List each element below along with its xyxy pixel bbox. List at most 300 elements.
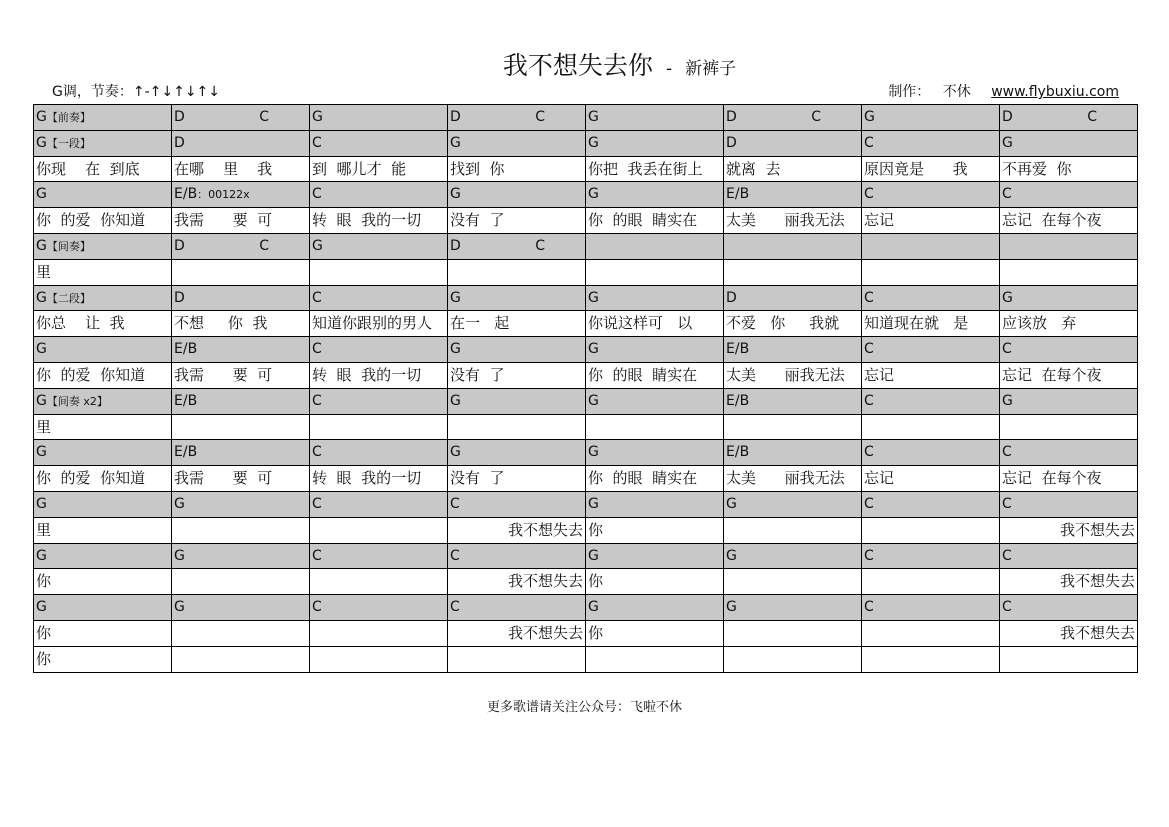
lyric-cell: 我不想失去: [448, 621, 586, 647]
chord-cell: [586, 544, 724, 570]
chord-symbol: C: [312, 186, 322, 203]
chord-symbol: G: [36, 495, 47, 512]
lyric-cell: 在哪 里 我: [172, 157, 310, 183]
chord-symbol: G: [588, 444, 599, 461]
lyric-cell: 没有 了: [448, 466, 586, 492]
lyric-cell: [862, 621, 1000, 647]
chord-cell: [34, 131, 172, 157]
lyric-row: [34, 157, 1138, 183]
credits: [888, 81, 1119, 101]
lyric-cell: 转 眼 我的一切: [310, 363, 448, 389]
chord-cell: [34, 595, 172, 621]
chord-symbol: C: [864, 599, 874, 616]
chord-cell: [724, 440, 862, 466]
lyric-cell: [310, 647, 448, 673]
chord-symbol: D: [1002, 109, 1013, 125]
chord-symbol: E/B: [726, 444, 750, 461]
lyric-cell: [862, 569, 1000, 595]
chord-symbol: G: [36, 134, 47, 151]
chord-symbol: E/B: [726, 341, 750, 358]
lyric-cell: 忘记 在每个夜: [1000, 363, 1138, 389]
chord-symbol: C: [312, 392, 322, 409]
lyric-row: [34, 621, 1138, 647]
lyric-cell: 你 的眼 睛实在: [586, 466, 724, 492]
lyric-cell: [862, 415, 1000, 441]
chord-symbol: C: [259, 237, 269, 254]
chord-cell: [448, 389, 586, 415]
chord-cell: [1000, 595, 1138, 621]
lyric-cell: 里: [34, 415, 172, 441]
chord-cell: [862, 105, 1000, 131]
lyric-cell: 里: [34, 260, 172, 286]
chord-cell: [862, 182, 1000, 208]
lyric-cell: 忘记 在每个夜: [1000, 466, 1138, 492]
lyric-cell: 你总 让 我: [34, 311, 172, 337]
lyric-cell: 你: [34, 621, 172, 647]
chord-symbol: G: [864, 109, 875, 125]
chord-symbol: C: [535, 237, 545, 254]
chord-row: [34, 337, 1138, 363]
chord-cell: [448, 337, 586, 363]
chord-symbol: C: [450, 599, 460, 616]
lyric-cell: [586, 647, 724, 673]
chord-symbol: G: [1002, 134, 1013, 151]
lyric-cell: [310, 569, 448, 595]
lyric-cell: 转 眼 我的一切: [310, 466, 448, 492]
chord-cell: [586, 105, 724, 131]
chord-cell: [1000, 337, 1138, 363]
credit-name: 不休: [942, 84, 971, 100]
chord-row: [34, 492, 1138, 518]
chord-symbol: C: [864, 495, 874, 512]
chord-cell: [724, 105, 862, 131]
lyric-cell: [310, 518, 448, 544]
lyric-cell: 里: [34, 518, 172, 544]
lyric-cell: 我需 要 可: [172, 208, 310, 234]
chord-cell: [34, 389, 172, 415]
chord-symbol: G: [36, 237, 47, 254]
chord-symbol: G: [1002, 392, 1013, 409]
chord-symbol: G: [588, 109, 599, 125]
chord-cell: [1000, 544, 1138, 570]
chord-symbol: C: [450, 547, 460, 564]
chord-symbol: C: [312, 134, 322, 151]
chord-cell: [34, 105, 172, 131]
lyric-cell: 不再爱 你: [1000, 157, 1138, 183]
lyric-cell: 忘记: [862, 363, 1000, 389]
lyric-cell: 你现 在 到底: [34, 157, 172, 183]
chord-row: [34, 389, 1138, 415]
chord-cell: [172, 182, 310, 208]
song-title: 我不想失去你: [502, 51, 653, 80]
key-and-rhythm: G调，节奏：↑-↑↓↑↓↑↓: [52, 84, 221, 100]
chord-symbol: C: [450, 495, 460, 512]
chord-cell: [586, 337, 724, 363]
song-title-line: [0, 46, 1169, 82]
chord-symbol: D: [174, 109, 185, 125]
lyric-cell: 到 哪儿才 能: [310, 157, 448, 183]
chord-cell: [724, 286, 862, 312]
chord-symbol: G: [36, 109, 47, 125]
lyric-cell: 转 眼 我的一切: [310, 208, 448, 234]
chord-row: [34, 131, 1138, 157]
lyric-cell: [448, 647, 586, 673]
chord-symbol: C: [312, 547, 322, 564]
chord-cell: [34, 337, 172, 363]
lyric-cell: 我需 要 可: [172, 466, 310, 492]
lyric-cell: [862, 647, 1000, 673]
chord-cell: [172, 131, 310, 157]
chord-cell: [448, 105, 586, 131]
lyric-cell: [724, 621, 862, 647]
chord-symbol: G: [450, 341, 461, 358]
lyric-cell: [724, 569, 862, 595]
chord-symbol: C: [1002, 599, 1012, 616]
chord-cell: [172, 286, 310, 312]
section-tag: 【二段】: [46, 291, 91, 305]
chord-symbol: E/B: [726, 186, 750, 203]
chord-cell: [34, 234, 172, 260]
chord-cell: [448, 440, 586, 466]
chord-symbol: C: [535, 109, 545, 125]
chord-symbol: D: [174, 237, 185, 254]
chord-cell: [448, 182, 586, 208]
chord-cell: [1000, 492, 1138, 518]
chord-symbol: G: [588, 599, 599, 616]
lyric-cell: 你: [586, 569, 724, 595]
chord-symbol: C: [1002, 495, 1012, 512]
chord-symbol: G: [726, 495, 737, 512]
lyric-cell: 知道现在就 是: [862, 311, 1000, 337]
chord-symbol: G: [36, 547, 47, 564]
chord-symbol: C: [811, 109, 821, 125]
section-tag: 【间奏】: [46, 239, 91, 253]
chord-cell: [172, 544, 310, 570]
chord-symbol: G: [450, 444, 461, 461]
chord-cell: [310, 389, 448, 415]
chord-cell: [34, 440, 172, 466]
chord-symbol: G: [36, 341, 47, 358]
chord-symbol: C: [864, 289, 874, 306]
chord-symbol: G: [450, 186, 461, 203]
chord-cell: [862, 234, 1000, 260]
lyric-cell: 我不想失去: [448, 518, 586, 544]
chord-cell: [310, 440, 448, 466]
footer-note: 更多歌谱请关注公众号：飞啦不休: [486, 700, 682, 715]
chord-symbol: C: [1087, 109, 1097, 125]
chord-cell: [310, 595, 448, 621]
lyric-cell: 你 的眼 睛实在: [586, 208, 724, 234]
chord-cell: [586, 182, 724, 208]
chord-symbol: C: [312, 495, 322, 512]
lyric-cell: 知道你跟别的男人: [310, 311, 448, 337]
lyric-cell: 没有 了: [448, 363, 586, 389]
chord-symbol: C: [259, 109, 269, 125]
chord-symbol: G: [36, 392, 47, 409]
chord-cell: [310, 131, 448, 157]
lyric-cell: 太美 丽我无法: [724, 363, 862, 389]
chord-row: [34, 105, 1138, 131]
chord-symbol: C: [312, 341, 322, 358]
chord-symbol: G: [726, 547, 737, 564]
chord-row: [34, 595, 1138, 621]
chord-cell: [172, 337, 310, 363]
chord-symbol: D: [450, 237, 461, 254]
lyric-row: [34, 363, 1138, 389]
chord-symbol: G: [726, 599, 737, 616]
chord-lyric-grid: [33, 104, 1138, 673]
lyric-cell: [1000, 260, 1138, 286]
chord-cell: [862, 492, 1000, 518]
lyric-row: [34, 569, 1138, 595]
chord-cell: [862, 286, 1000, 312]
lyric-cell: 我不想失去: [448, 569, 586, 595]
section-tag: 【一段】: [46, 136, 91, 150]
lyric-cell: 就离 去: [724, 157, 862, 183]
chord-symbol: C: [864, 341, 874, 358]
chord-symbol: D: [174, 289, 185, 306]
chord-symbol: D: [726, 109, 737, 125]
lyric-cell: 忘记 在每个夜: [1000, 208, 1138, 234]
lyric-cell: 应该放 弃: [1000, 311, 1138, 337]
lyric-cell: 我不想失去: [1000, 518, 1138, 544]
chord-symbol: C: [312, 444, 322, 461]
lyric-cell: [310, 415, 448, 441]
lyric-cell: [448, 260, 586, 286]
chord-cell: [172, 234, 310, 260]
chord-symbol: G: [1002, 289, 1013, 306]
lyric-cell: 不爱 你 我就: [724, 311, 862, 337]
chord-symbol: C: [864, 186, 874, 203]
chord-symbol: E/B: [174, 392, 198, 409]
chord-cell: [310, 105, 448, 131]
lyric-row: [34, 647, 1138, 673]
chord-cell: [724, 234, 862, 260]
chord-symbol: C: [864, 392, 874, 409]
lyric-cell: 你: [586, 518, 724, 544]
lyric-cell: [724, 647, 862, 673]
chord-cell: [586, 492, 724, 518]
lyric-cell: [310, 260, 448, 286]
lyric-cell: [724, 260, 862, 286]
chord-symbol: E/B: [174, 444, 198, 461]
chord-cell: [448, 286, 586, 312]
chord-cell: [448, 595, 586, 621]
chord-symbol: C: [864, 547, 874, 564]
chord-cell: [586, 234, 724, 260]
lyric-cell: 原因竟是 我: [862, 157, 1000, 183]
chord-symbol: G: [312, 109, 323, 125]
lyric-row: [34, 260, 1138, 286]
lyric-cell: [724, 518, 862, 544]
lyric-cell: 你: [34, 569, 172, 595]
chord-symbol: G: [450, 289, 461, 306]
chord-symbol: G: [312, 237, 323, 254]
chord-cell: [1000, 182, 1138, 208]
chord-symbol: E/B: [174, 186, 198, 203]
lyric-cell: 找到 你: [448, 157, 586, 183]
chord-cell: [724, 595, 862, 621]
chord-symbol: G: [588, 341, 599, 358]
chord-cell: [586, 440, 724, 466]
chord-symbol: G: [174, 547, 185, 564]
chord-cell: [862, 337, 1000, 363]
lyric-cell: [586, 260, 724, 286]
chord-row: [34, 182, 1138, 208]
lyric-cell: 你: [586, 621, 724, 647]
chord-cell: [310, 182, 448, 208]
chord-symbol: G: [588, 289, 599, 306]
chord-symbol: G: [174, 495, 185, 512]
chord-cell: [34, 286, 172, 312]
chord-row: [34, 544, 1138, 570]
lyric-cell: 我需 要 可: [172, 363, 310, 389]
lyric-cell: [172, 415, 310, 441]
section-tag: 【间奏 x2】: [46, 394, 108, 408]
lyric-cell: 我不想失去: [1000, 621, 1138, 647]
lyric-cell: 太美 丽我无法: [724, 208, 862, 234]
chord-cell: [448, 492, 586, 518]
credit-label: 制作：: [888, 84, 931, 100]
chord-cell: [448, 544, 586, 570]
chord-symbol: G: [588, 186, 599, 203]
lyric-row: [34, 415, 1138, 441]
chord-cell: [724, 131, 862, 157]
lyric-cell: [172, 647, 310, 673]
lyric-cell: 你说这样可 以: [586, 311, 724, 337]
lyric-cell: [862, 518, 1000, 544]
chord-symbol: C: [312, 599, 322, 616]
chord-cell: [310, 337, 448, 363]
chord-cell: [448, 131, 586, 157]
chord-cell: [1000, 234, 1138, 260]
chord-cell: [448, 234, 586, 260]
chord-symbol: G: [36, 289, 47, 306]
chord-cell: [724, 389, 862, 415]
chord-cell: [724, 492, 862, 518]
chord-cell: [724, 337, 862, 363]
chord-symbol: E/B: [174, 341, 198, 358]
lyric-row: [34, 208, 1138, 234]
lyric-cell: 你把 我丢在街上: [586, 157, 724, 183]
chord-cell: [172, 492, 310, 518]
chord-cell: [310, 234, 448, 260]
chord-symbol: D: [450, 109, 461, 125]
chord-symbol: C: [1002, 186, 1012, 203]
chord-symbol: C: [1002, 341, 1012, 358]
lyric-row: [34, 518, 1138, 544]
lyric-cell: 忘记: [862, 208, 1000, 234]
chord-symbol: C: [312, 289, 322, 306]
lyric-cell: [172, 569, 310, 595]
chord-cell: [34, 544, 172, 570]
chord-symbol: C: [1002, 444, 1012, 461]
lyric-cell: [1000, 415, 1138, 441]
chord-symbol: G: [588, 495, 599, 512]
website-link[interactable]: www.flybuxiu.com: [991, 84, 1119, 100]
chord-row: [34, 286, 1138, 312]
chord-symbol: G: [36, 444, 47, 461]
lyric-cell: [448, 415, 586, 441]
lyric-row: [34, 466, 1138, 492]
lyric-cell: [724, 415, 862, 441]
chord-cell: [310, 286, 448, 312]
chord-cell: [34, 492, 172, 518]
chord-symbol: D: [174, 134, 185, 151]
chord-cell: [172, 105, 310, 131]
chord-cell: [586, 595, 724, 621]
chord-row: [34, 440, 1138, 466]
chord-symbol: G: [174, 599, 185, 616]
chord-cell: [1000, 389, 1138, 415]
lyric-cell: [586, 415, 724, 441]
chord-cell: [862, 131, 1000, 157]
lyric-cell: 你 的爱 你知道: [34, 363, 172, 389]
chord-cell: [1000, 286, 1138, 312]
lyric-cell: 你: [34, 647, 172, 673]
chord-symbol: G: [588, 134, 599, 151]
chord-cell: [586, 389, 724, 415]
title-separator: -: [665, 59, 673, 79]
chord-symbol: G: [450, 392, 461, 409]
chord-symbol: G: [588, 392, 599, 409]
lyric-cell: [1000, 647, 1138, 673]
chord-cell: [862, 440, 1000, 466]
lyric-cell: 太美 丽我无法: [724, 466, 862, 492]
chord-symbol: D: [726, 134, 737, 151]
lyric-cell: 你 的爱 你知道: [34, 466, 172, 492]
chord-cell: [172, 389, 310, 415]
chord-cell: [724, 182, 862, 208]
chord-cell: [724, 544, 862, 570]
section-tag: 【前奏】: [46, 111, 91, 124]
chord-symbol: D: [726, 289, 737, 306]
chord-symbol: C: [1002, 547, 1012, 564]
chord-cell: [34, 182, 172, 208]
chord-cell: [862, 595, 1000, 621]
chord-symbol: G: [588, 547, 599, 564]
chord-symbol: E/B: [726, 392, 750, 409]
artist-name: 新裤子: [685, 59, 737, 79]
chord-cell: [310, 544, 448, 570]
lyric-cell: [862, 260, 1000, 286]
chord-symbol: G: [36, 599, 47, 616]
chord-row: [34, 234, 1138, 260]
lyric-row: [34, 311, 1138, 337]
chord-symbol: G: [450, 134, 461, 151]
chord-cell: [586, 131, 724, 157]
lyric-cell: 在一 起: [448, 311, 586, 337]
lyric-cell: 不想 你 我: [172, 311, 310, 337]
chord-cell: [1000, 105, 1138, 131]
chord-cell: [586, 286, 724, 312]
chord-symbol: C: [864, 444, 874, 461]
lyric-cell: 忘记: [862, 466, 1000, 492]
lyric-cell: [172, 518, 310, 544]
chord-symbol: G: [36, 186, 47, 203]
chord-cell: [310, 492, 448, 518]
chord-cell: [172, 595, 310, 621]
lyric-cell: [310, 621, 448, 647]
lyric-cell: [172, 260, 310, 286]
chord-cell: [862, 389, 1000, 415]
lyric-cell: 没有 了: [448, 208, 586, 234]
lyric-cell: 我不想失去: [1000, 569, 1138, 595]
chord-cell: [1000, 131, 1138, 157]
chord-cell: [1000, 440, 1138, 466]
lyric-cell: 你 的爱 你知道: [34, 208, 172, 234]
lyric-cell: 你 的眼 睛实在: [586, 363, 724, 389]
